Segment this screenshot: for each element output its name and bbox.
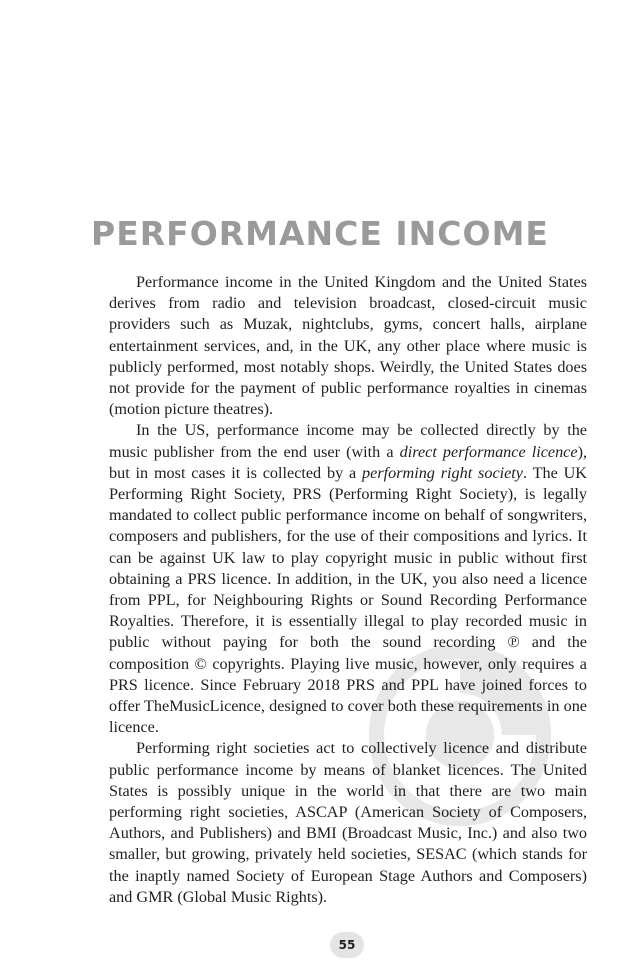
paragraph-2-text-a: In the US, performance income may be collected directly by the music publisher from the end user (with a <box>109 421 587 461</box>
chapter-title: PERFORMANCE INCOME <box>91 214 549 253</box>
direct-performance-licence-term: direct performance licence <box>399 442 578 461</box>
paragraph-2-text-c: . The UK Performing Right Society, PRS (Performing Right Society), is legally mandated to collect public performance income on behalf of songwriters, composers and publishers, for the use of their compositions and lyrics. It can be against UK law to play copyright music in public without first obtaining a PRS licence. In addition, in the UK, you also need a licence from PPL, for Neighbouring Rights or Sound Recording Performance Royalties. Therefore, it is essentially illegal to play recorded music in public without paying for both the sound recording ℗ and the composition © copyrights. Playing live music, however, only requires a PRS licence. Since February 2018 PRS and PPL have joined forces to offer TheMusicLicence, designed to cover both these requirements in one licence. <box>109 463 587 737</box>
paragraph-3 <box>109 738 587 908</box>
page-number: 55 <box>330 932 364 958</box>
body-text <box>109 272 587 908</box>
paragraph-3-text: Performing right societies act to collectively licence and distribute public performance income by means of blanket licences. The United States is possibly unique in the world in that there are two main performing right societies, ASCAP (American Society of Composers, Authors, and Publishers) and BMI (Broadcast Music, Inc.) and also two smaller, but growing, privately held societies, SESAC (which stands for the inaptly named Society of European Stage Authors and Composers) and GMR (Global Music Rights). <box>109 739 587 906</box>
performing-right-society-term: performing right society <box>362 463 523 482</box>
paragraph-2-text-b: ), but in most cases it is collected by a <box>109 442 587 482</box>
paragraph-1-text: Performance income in the United Kingdom and the United States derives from radio and television broadcast, closed-circuit music providers such as Muzak, nightclubs, gyms, concert halls, airplane entertainment services, and, in the UK, any other place where music is publicly performed, most notably shops. Weirdly, the United States does not provide for the payment of public performance royalties in cinemas (motion picture theatres). <box>109 273 587 419</box>
paragraph-1 <box>109 272 587 420</box>
paragraph-2 <box>109 420 587 738</box>
